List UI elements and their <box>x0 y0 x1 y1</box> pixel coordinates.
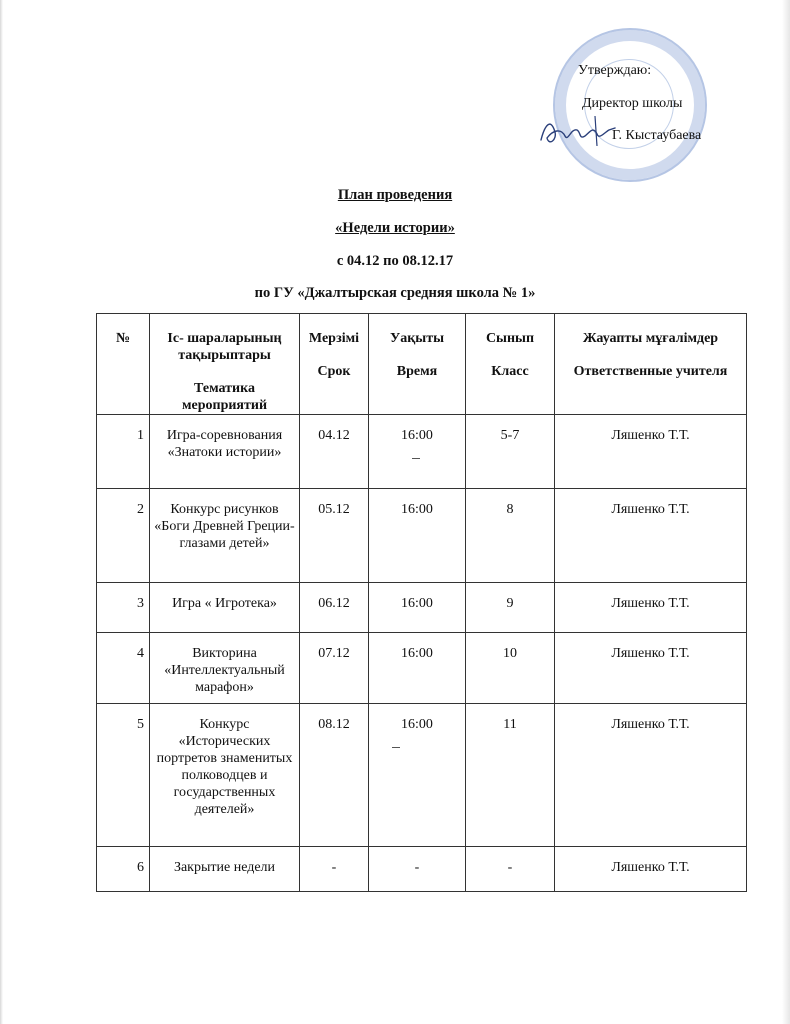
header-teacher-ru: Ответственные учителя <box>573 364 728 379</box>
row-class: 5-7 <box>466 415 555 489</box>
row-class: - <box>466 847 555 892</box>
header-teacher-kz: Жауапты мұғалімдер <box>582 331 719 346</box>
row-teacher: Ляшенко Т.Т. <box>555 633 747 704</box>
header-date-kz: Мерзімі <box>308 331 360 346</box>
row-time: - <box>369 847 466 892</box>
row-class: 11 <box>466 704 555 847</box>
row-time-value: 16:00 <box>401 428 433 443</box>
row-class: 10 <box>466 633 555 704</box>
row-class: 9 <box>466 583 555 633</box>
row-number: 3 <box>97 583 150 633</box>
header-class-ru: Класс <box>491 364 529 379</box>
row-teacher: Ляшенко Т.Т. <box>555 415 747 489</box>
row-number: 5 <box>97 704 150 847</box>
document-subtitle: «Недели истории» <box>335 220 455 236</box>
events-table <box>96 313 747 892</box>
header-topic <box>150 314 300 415</box>
row-topic: Конкурс рисунков «Боги Древней Греции- глазами детей» <box>150 489 300 583</box>
row-topic: Игра « Игротека» <box>150 583 300 633</box>
row-teacher: Ляшенко Т.Т. <box>555 489 747 583</box>
row-topic: Закрытие недели <box>150 847 300 892</box>
header-time <box>369 314 466 415</box>
row-time: 16:00 <box>369 633 466 704</box>
row-date: 08.12 <box>300 704 369 847</box>
row-time: 16:00 <box>369 489 466 583</box>
row-teacher: Ляшенко Т.Т. <box>555 704 747 847</box>
scan-edge <box>782 0 790 1024</box>
header-time-ru: Время <box>396 364 438 379</box>
row-date: 05.12 <box>300 489 369 583</box>
approval-position: Директор школы <box>582 96 683 111</box>
row-number: 1 <box>97 415 150 489</box>
header-number: № <box>97 314 150 415</box>
row-time <box>369 704 466 847</box>
table-row <box>97 633 747 704</box>
row-number: 4 <box>97 633 150 704</box>
header-topic-kz: Іс- шараларының тақырыптары <box>167 331 282 363</box>
row-number: 2 <box>97 489 150 583</box>
row-topic: Викторина «Интеллектуальный марафон» <box>150 633 300 704</box>
approval-label: Утверждаю: <box>578 63 652 78</box>
header-class-kz: Сынып <box>485 331 535 346</box>
document-school: по ГУ «Джалтырская средняя школа № 1» <box>254 285 536 301</box>
header-time-kz: Уақыты <box>389 331 445 346</box>
director-signature <box>535 110 625 152</box>
document-title: План проведения <box>337 187 453 203</box>
table-row <box>97 583 747 633</box>
table-header-row <box>97 314 747 415</box>
row-topic: Игра-соревнования «Знатоки истории» <box>150 415 300 489</box>
approval-director-name: Г. Кыстаубаева <box>612 128 702 143</box>
row-topic: Конкурс «Исторических портретов знаменитых полководцев и государственных деятелей» <box>150 704 300 847</box>
scan-mark <box>412 458 420 459</box>
scan-edge <box>0 0 3 1024</box>
row-time: 16:00 <box>369 583 466 633</box>
table-row <box>97 704 747 847</box>
table-row <box>97 415 747 489</box>
table-row <box>97 489 747 583</box>
row-time <box>369 415 466 489</box>
row-date: 04.12 <box>300 415 369 489</box>
row-number: 6 <box>97 847 150 892</box>
header-date <box>300 314 369 415</box>
row-date: 06.12 <box>300 583 369 633</box>
header-teacher <box>555 314 747 415</box>
row-teacher: Ляшенко Т.Т. <box>555 583 747 633</box>
scan-mark <box>392 747 400 748</box>
header-topic-ru: Тематика мероприятий <box>181 381 268 413</box>
header-class <box>466 314 555 415</box>
row-time-value: 16:00 <box>401 717 433 732</box>
document-dates: с 04.12 по 08.12.17 <box>336 253 454 269</box>
row-teacher: Ляшенко Т.Т. <box>555 847 747 892</box>
row-date: - <box>300 847 369 892</box>
table-row <box>97 847 747 892</box>
row-date: 07.12 <box>300 633 369 704</box>
header-date-ru: Срок <box>317 364 351 379</box>
row-class: 8 <box>466 489 555 583</box>
